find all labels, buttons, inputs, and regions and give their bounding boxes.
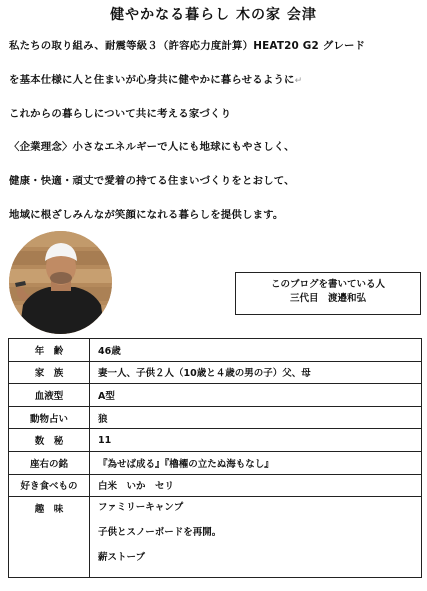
profile-row (9, 361, 422, 384)
hobby-item: 子供とスノーボードを再開。 (98, 527, 222, 539)
profile-row (9, 429, 422, 452)
profile-row (9, 451, 422, 474)
profile-value: 白米 いか セリ (90, 474, 422, 497)
profile-table (8, 338, 422, 578)
profile-label: 家 族 (9, 361, 90, 384)
profile-row-hobby (9, 497, 422, 578)
blogger-caption: このブログを書いている人 (270, 279, 385, 290)
profile-label: 趣 味 (9, 497, 90, 578)
profile-value: A型 (90, 384, 422, 407)
profile-row (9, 474, 422, 497)
profile-label: 動物占い (9, 406, 90, 429)
blogger-name: 三代目 渡邉和弘 (289, 293, 366, 304)
intro-line: これからの暮らしについて共に考える家づくり (9, 107, 232, 120)
profile-value: 11 (90, 429, 422, 452)
profile-value: 狼 (90, 406, 422, 429)
profile-value: 『為せば成る』『櫓櫂の立たぬ海もなし』 (90, 451, 422, 474)
intro-line: 地域に根ざしみんなが笑顔になれる暮らしを提供します。 (9, 208, 284, 221)
intro-text (9, 38, 421, 241)
profile-label: 数 秘 (9, 429, 90, 452)
hobby-item: ファミリーキャンプ (98, 502, 184, 514)
profile-value (90, 497, 422, 578)
intro-line-text: を基本仕様に人と住まいが心身共に健やかに暮らせるように (9, 73, 295, 86)
profile-label: 好き食べもの (9, 474, 90, 497)
profile-value: 妻一人、子供２人（10歳と４歳の男の子）父、母 (90, 361, 422, 384)
intro-line: 健康・快適・頑丈で愛着の持てる住まいづくりをとおして、 (9, 175, 295, 188)
author-photo (9, 231, 112, 334)
return-mark-icon: ↵ (294, 75, 303, 86)
profile-label: 座右の銘 (9, 451, 90, 474)
profile-label: 年 齢 (9, 339, 90, 362)
profile-row (9, 339, 422, 362)
profile-label: 血液型 (9, 384, 90, 407)
intro-line (9, 72, 421, 106)
profile-value: 46歳 (90, 339, 422, 362)
intro-line: 〈企業理念〉小さなエネルギーで人にも地球にもやさしく、 (9, 141, 295, 154)
profile-row (9, 406, 422, 429)
intro-line: 私たちの取り組み、耐震等級３（許容応力度計算）HEAT20 G2 グレード (9, 40, 366, 52)
profile-row (9, 384, 422, 407)
author-photo-illustration (9, 231, 112, 334)
blogger-info-box (235, 272, 421, 315)
page-title: 健やかなる暮らし 木の家 会津 (110, 7, 317, 23)
hobby-item: 薪ストーブ (98, 552, 146, 564)
